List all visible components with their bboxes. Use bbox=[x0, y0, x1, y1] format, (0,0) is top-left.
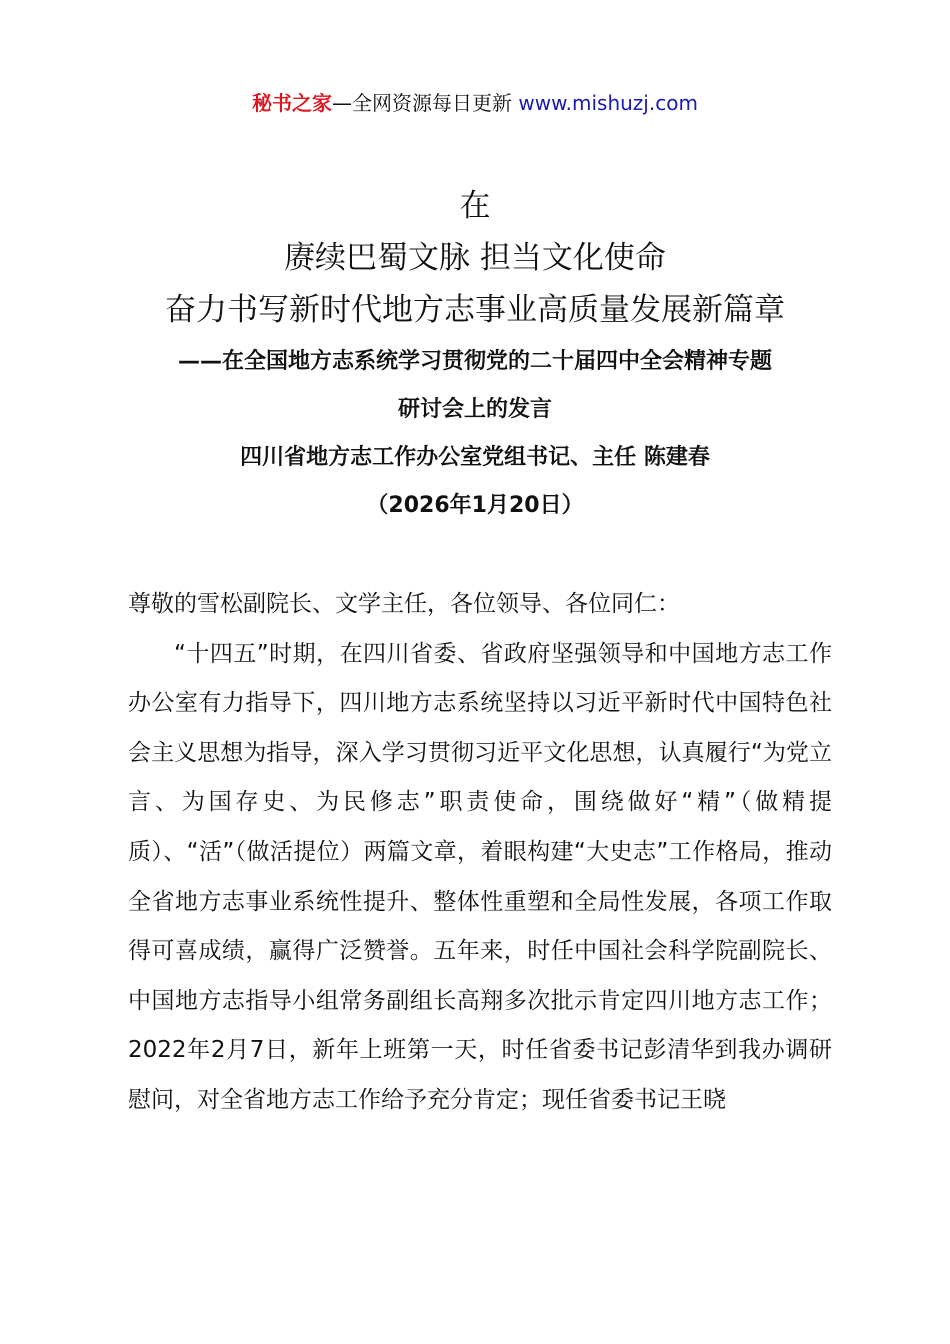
title-line-1: 在 bbox=[459, 188, 491, 224]
site-header bbox=[0, 88, 950, 118]
title-line-2: 赓续巴蜀文脉 担当文化使命 bbox=[284, 240, 666, 276]
body-paragraph: “十四五”时期，在四川省委、省政府坚强领导和中国地方志工作办公室有力指导下，四川地方志系统坚持以习近平新时代中国特色社会主义思想为指导，深入学习贯彻习近平文化思想，认真履行“为党立言、为国存史、为民修志”职责使命，围绕做好“精”（做精提质）、“活”（做活提位）两篇文章，着眼构建“大史志”工作格局，推动全省地方志事业系统性提升、整体性重塑和全局性发展，各项工作取得可喜成绩，赢得广泛赞誉。五年来，时任中国社会科学院副院长、中国地方志指导小组常务副组长高翔多次批示肯定四川地方志工作；2022年2月7日，新年上班第一天，时任省委书记彭清华到我办调研慰问，对全省地方志工作给予充分肯定；现任省委书记王晓 bbox=[128, 640, 832, 1113]
speaker-line: 四川省地方志工作办公室党组书记、主任 陈建春 bbox=[240, 445, 710, 470]
salutation: 尊敬的雪松副院长、文学主任，各位领导、各位同仁： bbox=[128, 591, 680, 617]
site-url-link[interactable]: www.mishuzj.com bbox=[518, 91, 698, 115]
title-line-3: 奋力书写新时代地方志事业高质量发展新篇章 bbox=[165, 292, 785, 328]
document-title bbox=[0, 180, 950, 336]
header-tagline: —全网资源每日更新 bbox=[332, 91, 519, 115]
subtitle-line-2: 研讨会上的发言 bbox=[397, 397, 552, 422]
date-line: （2026年1月20日） bbox=[366, 493, 584, 518]
document-body bbox=[128, 580, 832, 1126]
document-subtitle bbox=[0, 338, 950, 530]
subtitle-line-1: ——在全国地方志系统学习贯彻党的二十届四中全会精神专题 bbox=[177, 349, 772, 374]
brand-name: 秘书之家 bbox=[252, 91, 333, 115]
